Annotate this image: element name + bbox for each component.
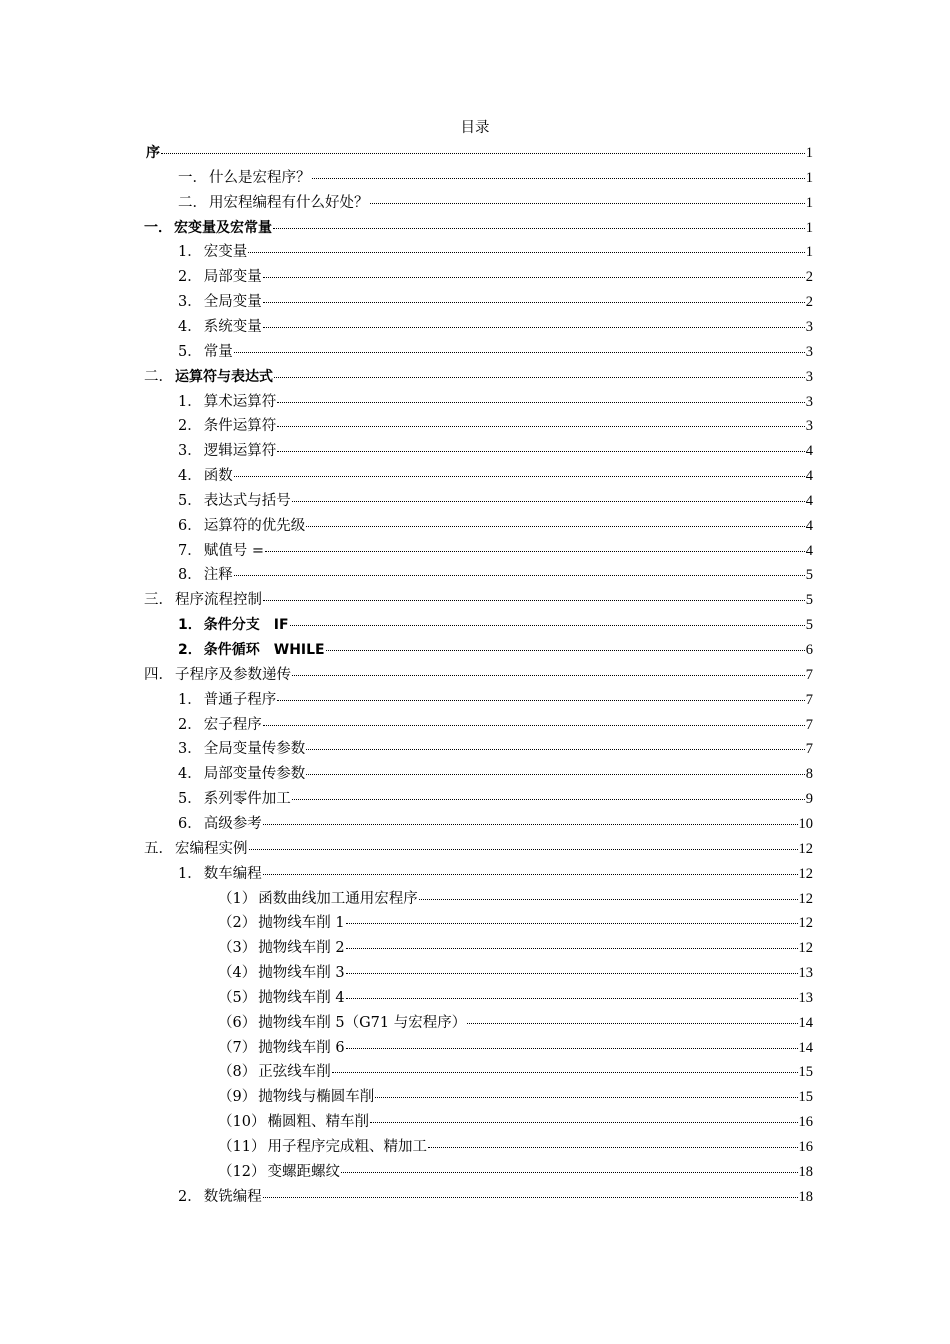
toc-entry[interactable]: [218, 1087, 813, 1107]
toc-entry-number: 4．: [178, 766, 202, 783]
toc-entry-number: 1．: [178, 617, 202, 634]
dot-leader: [346, 948, 798, 949]
toc-entry[interactable]: [178, 242, 813, 262]
toc-entry-page: 8: [805, 766, 813, 783]
toc-entry-number: 1．: [178, 691, 202, 708]
toc-entry-page: 1: [805, 145, 813, 161]
toc-entry-page: 12: [798, 915, 813, 932]
dot-leader: [263, 302, 805, 303]
toc-entry-number: 一．: [144, 219, 172, 236]
toc-entry[interactable]: [178, 565, 813, 585]
dot-leader: [370, 1122, 798, 1123]
toc-entry[interactable]: [178, 615, 813, 635]
toc-entry-number: （9）: [218, 1089, 257, 1106]
toc-entry-page: 18: [798, 1188, 813, 1205]
toc-entry-number: 3．: [178, 443, 202, 460]
toc-entry[interactable]: [178, 466, 813, 486]
toc-entry-page: 1: [805, 244, 813, 261]
dot-leader: [234, 352, 805, 353]
toc-entry-text: 条件运算符: [203, 418, 277, 435]
toc-entry-page: 6: [805, 642, 813, 658]
dot-leader: [161, 153, 805, 154]
toc-entry-text: 条件循环 WHILE: [203, 642, 325, 658]
toc-entry-number: （6）: [218, 1014, 257, 1031]
toc-entry-number: 二．: [144, 368, 173, 385]
toc-entry-number: （2）: [218, 915, 257, 932]
toc-entry-text: 全局变量传参数: [203, 741, 306, 758]
toc-entry-text: 正弦线车削: [258, 1064, 331, 1081]
toc-entry-text: 宏变量及宏常量: [174, 219, 272, 236]
toc-entry-number: 7．: [178, 542, 202, 559]
toc-entry-number: （7）: [218, 1039, 257, 1056]
toc-entry-number: （1）: [218, 890, 257, 907]
toc-entry[interactable]: [178, 491, 813, 511]
toc-entry[interactable]: [178, 516, 813, 536]
dot-leader: [273, 228, 805, 229]
toc-entry-text: 表达式与括号: [203, 492, 291, 509]
toc-title: 目录: [460, 120, 490, 136]
toc-entry-number: 4．: [178, 468, 202, 485]
toc-entry-text: 普通子程序: [203, 691, 277, 708]
toc-entry-page: 3: [805, 393, 813, 410]
toc-entry-text: 什么是宏程序？: [209, 169, 311, 186]
toc-entry[interactable]: [178, 416, 813, 436]
dot-leader: [277, 700, 805, 701]
toc-entry-page: 4: [805, 443, 813, 460]
toc-entry-page: 16: [798, 1114, 813, 1131]
toc-entry-page: 5: [805, 567, 813, 584]
toc-entry-text: 抛物线与椭圆车削: [258, 1089, 375, 1106]
dot-leader: [346, 998, 798, 999]
toc-entry[interactable]: [178, 715, 813, 735]
toc-entry-page: 14: [798, 1039, 813, 1056]
toc-entry[interactable]: [144, 367, 813, 387]
toc-entry-text: 赋值号 =: [203, 542, 264, 559]
toc-entry-page: 12: [798, 865, 813, 882]
toc-entry-text: 数车编程: [203, 865, 262, 882]
toc-entry-page: 15: [798, 1064, 813, 1081]
toc-entry[interactable]: [218, 889, 813, 909]
toc-entry-page: 12: [798, 840, 813, 857]
toc-entry[interactable]: [144, 218, 813, 238]
toc-entry-page: 3: [805, 368, 813, 385]
dot-leader: [263, 725, 805, 726]
dot-leader: [234, 476, 805, 477]
dot-leader: [346, 973, 798, 974]
toc-entry-number: 三．: [144, 592, 173, 609]
toc-entry-text: 逻辑运算符: [203, 443, 277, 460]
toc-entry-text: 运算符的优先级: [203, 517, 306, 534]
dot-leader: [326, 650, 805, 651]
toc-entry-page: 16: [798, 1139, 813, 1155]
dot-leader: [370, 203, 805, 204]
toc-entry-page: 15: [798, 1089, 813, 1106]
toc-entry[interactable]: [218, 1112, 813, 1132]
toc-entry-number: 1．: [178, 865, 202, 882]
toc-entry-number: 1．: [178, 244, 202, 261]
toc-entry-text: 抛物线车削 4: [258, 989, 345, 1006]
dot-leader: [467, 1023, 797, 1024]
toc-entry-text: 局部变量: [203, 269, 262, 286]
toc-entry-page: 12: [798, 890, 813, 907]
toc-entry-text: 椭圆粗、精车削: [267, 1114, 369, 1131]
toc-entry-text: 函数: [203, 468, 233, 485]
toc-entry[interactable]: [178, 292, 813, 312]
toc-entry-text: 函数曲线加工通用宏程序: [258, 890, 418, 907]
toc-entry-text: 系列零件加工: [203, 791, 291, 808]
toc-entry-number: 2．: [178, 716, 202, 733]
toc-entry[interactable]: [144, 590, 813, 610]
toc-entry[interactable]: [218, 913, 813, 933]
toc-entry[interactable]: [178, 640, 813, 660]
toc-entry[interactable]: [144, 665, 813, 685]
toc-entry[interactable]: [178, 267, 813, 287]
toc-entry-number: 2．: [178, 642, 202, 658]
toc-entry[interactable]: [144, 839, 813, 859]
toc-entry-page: 7: [805, 666, 813, 683]
toc-entry[interactable]: [218, 963, 813, 983]
toc-entry-text: 条件分支 IF: [203, 617, 289, 634]
dot-leader: [263, 1197, 798, 1198]
toc-entry[interactable]: [218, 988, 813, 1008]
toc-entry-number: 四．: [144, 666, 173, 683]
toc-entry-page: 3: [805, 343, 813, 360]
toc-entry-text: 抛物线车削 2: [258, 940, 345, 957]
toc-entry-text: 子程序及参数递传: [175, 666, 291, 683]
toc-entry-text: 用宏程编程有什么好处？: [209, 194, 369, 211]
dot-leader: [428, 1147, 798, 1148]
toc-entry-page: 1: [805, 169, 813, 186]
toc-entry[interactable]: [178, 690, 813, 710]
toc-entry-page: 2: [805, 294, 813, 311]
toc-entry-number: 3．: [178, 741, 202, 758]
dot-leader: [292, 501, 805, 502]
toc-entry[interactable]: [144, 143, 813, 163]
toc-entry-number: （8）: [218, 1064, 257, 1081]
toc-entry[interactable]: [178, 441, 813, 461]
toc-entry-text: 注释: [203, 567, 233, 584]
toc-entry-number: 5．: [178, 791, 202, 808]
dot-leader: [419, 899, 798, 900]
dot-leader: [263, 824, 798, 825]
dot-leader: [306, 774, 805, 775]
toc-entry-text: 全局变量: [203, 294, 262, 311]
toc-entry-text: 宏变量: [203, 244, 248, 261]
dot-leader: [277, 402, 805, 403]
toc-entry-text: 抛物线车削 3: [258, 965, 345, 982]
toc-entry[interactable]: [218, 938, 813, 958]
toc-entry-text: 数铣编程: [203, 1188, 262, 1205]
toc-entry-page: 10: [798, 815, 813, 832]
toc-entry-text: 算术运算符: [203, 393, 277, 410]
dot-leader: [263, 874, 798, 875]
toc-entry-text: 系统变量: [203, 318, 262, 335]
toc-entry-number: （5）: [218, 989, 257, 1006]
toc-entry-page: 12: [798, 940, 813, 957]
toc-entry-page: 4: [805, 492, 813, 509]
toc-entry-number: 2．: [178, 269, 202, 286]
dot-leader: [306, 749, 805, 750]
toc-entry-page: 7: [805, 716, 813, 733]
dot-leader: [248, 252, 805, 253]
toc-entry-page: 1: [805, 194, 813, 211]
toc-entry-text: 序: [146, 145, 160, 161]
dot-leader: [332, 1072, 798, 1073]
dot-leader: [306, 526, 805, 527]
toc-entry[interactable]: [178, 764, 813, 784]
dot-leader: [292, 675, 805, 676]
dot-leader: [277, 426, 805, 427]
toc-entry-page: 5: [805, 617, 813, 634]
toc-entry-page: 13: [798, 989, 813, 1006]
toc-entry-page: 9: [805, 791, 813, 808]
toc-entry-page: 18: [798, 1163, 813, 1180]
toc-entry-text: 抛物线车削 1: [258, 915, 345, 932]
toc-entry-number: 5．: [178, 343, 202, 360]
toc-entry-number: 2．: [178, 418, 202, 435]
toc-entry-number: （12）: [218, 1163, 266, 1180]
toc-entry-number: 1．: [178, 393, 202, 410]
toc-entry[interactable]: [218, 1137, 813, 1157]
toc-entry-number: 4．: [178, 318, 202, 335]
dot-leader: [290, 625, 805, 626]
toc-entry-number: 二．: [178, 194, 207, 211]
toc-entry-page: 5: [805, 592, 813, 609]
toc-entry-page: 7: [805, 691, 813, 708]
toc-entry[interactable]: [218, 1062, 813, 1082]
toc-entry-page: 1: [805, 219, 813, 236]
dot-leader: [341, 1172, 798, 1173]
toc-entry-text: 局部变量传参数: [203, 766, 306, 783]
toc-entry[interactable]: [218, 1038, 813, 1058]
toc-entry[interactable]: [178, 168, 813, 188]
toc-entry-number: 5．: [178, 492, 202, 509]
toc-entry-text: 程序流程控制: [175, 592, 262, 609]
dot-leader: [249, 849, 798, 850]
toc-entry[interactable]: [178, 193, 813, 213]
toc-entry-page: 13: [798, 965, 813, 982]
toc-entry-text: 抛物线车削 5（G71 与宏程序）: [258, 1014, 467, 1031]
toc-entry-page: 2: [805, 269, 813, 286]
dot-leader: [277, 451, 805, 452]
toc-entry-text: 变螺距螺纹: [267, 1163, 340, 1180]
toc-entry-number: 2．: [178, 1188, 202, 1205]
toc-entry-number: 6．: [178, 517, 202, 534]
toc-entry-number: 3．: [178, 294, 202, 311]
toc-entry-page: 4: [805, 542, 813, 559]
toc-entry-number: 6．: [178, 815, 202, 832]
toc-entry[interactable]: [178, 317, 813, 337]
toc-entry[interactable]: [178, 739, 813, 759]
toc-entry[interactable]: [178, 789, 813, 809]
toc-entry-number: （4）: [218, 965, 257, 982]
toc-entry[interactable]: [178, 1187, 813, 1207]
dot-leader: [274, 377, 805, 378]
toc-entry-text: 运算符与表达式: [175, 368, 273, 385]
toc-entry-page: 3: [805, 418, 813, 435]
toc-entry-number: （3）: [218, 940, 257, 957]
dot-leader: [346, 923, 798, 924]
toc-entry[interactable]: [178, 864, 813, 884]
toc-entry-text: 常量: [203, 343, 233, 360]
toc-entry-text: 用子程序完成粗、精加工: [267, 1139, 427, 1155]
toc-entry[interactable]: [218, 1162, 813, 1182]
toc-entry-text: 抛物线车削 6: [258, 1039, 345, 1056]
toc-entry-text: 宏子程序: [203, 716, 262, 733]
toc-entry-page: 4: [805, 517, 813, 534]
toc-entry-text: 宏编程实例: [175, 840, 248, 857]
toc-entry[interactable]: [178, 541, 813, 561]
toc-entry[interactable]: [178, 392, 813, 412]
dot-leader: [263, 327, 805, 328]
dot-leader: [265, 551, 805, 552]
toc-entry-page: 3: [805, 318, 813, 335]
toc-entry-number: 8．: [178, 567, 202, 584]
toc-entry-page: 7: [805, 741, 813, 758]
dot-leader: [292, 799, 805, 800]
toc-entry-number: （10）: [218, 1114, 266, 1131]
dot-leader: [263, 600, 805, 601]
toc-entry-number: 五．: [144, 840, 173, 857]
toc-entry-page: 14: [798, 1014, 813, 1031]
toc-entry-text: 高级参考: [203, 815, 262, 832]
dot-leader: [346, 1048, 798, 1049]
toc-entry[interactable]: [178, 342, 813, 362]
toc-entry[interactable]: [218, 1013, 813, 1033]
toc-entry[interactable]: [178, 814, 813, 834]
dot-leader: [312, 178, 805, 179]
toc-entry-page: 4: [805, 468, 813, 485]
toc-entry-number: （11）: [218, 1139, 266, 1155]
dot-leader: [375, 1097, 797, 1098]
toc-entry-number: 一．: [178, 169, 207, 186]
dot-leader: [234, 575, 805, 576]
dot-leader: [263, 277, 805, 278]
